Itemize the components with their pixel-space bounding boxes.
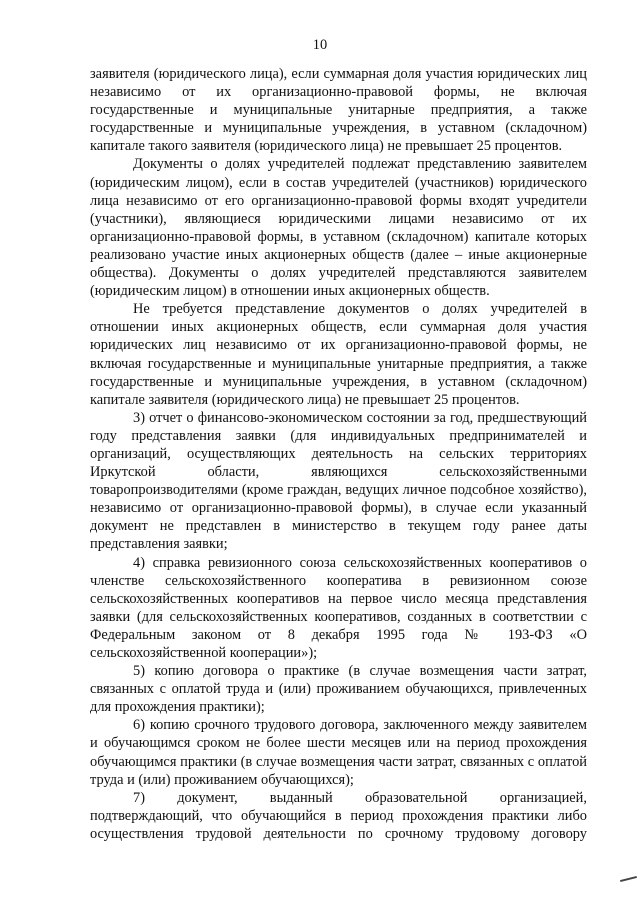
list-item-3-financial-report: 3) отчет о финансово-экономическом состоянии за год, предшествующий году представления заявки (для индивидуальных предпринимателей и организаций, осуществляющих деятельность на сельских территориях Иркутской области, являющихся сельскохозяйственными товаропроизводителями (кроме граждан, ведущих личное подсобное хозяйство), независимо от организационно-правовой формы), в случае если указанный документ не представлен в министерство в текущем году ранее даты представления заявки; [90, 409, 587, 553]
body-text [90, 65, 587, 843]
paragraph-not-required: Не требуется представление документов о долях учредителей в отношении иных акционерных обществ, если суммарная доля участия юридических лиц независимо от их организационно-правовой формы, не включая государственные и муниципальные унитарные предприятия, а также государственные и муниципальные учреждения, в уставном (складочном) капитале заявителя (юридического лица) не превышает 25 процентов. [90, 301, 587, 408]
paragraph-continuation: заявителя (юридического лица), если суммарная доля участия юридических лиц независимо от их организационно-правовой формы, не включая государственные и муниципальные унитарные предприятия, а также государственные и муниципальные учреждения, в уставном (складочном) капитале такого заявителя (юридического лица) не превышает 25 процентов. [90, 66, 587, 155]
list-item-6-employment-contract: 6) копию срочного трудового договора, заключенного между заявителем и обучающимся сроком не более шести месяцев или на период прохождения обучающимся практики (в случае возмещения части затрат, связанных с оплатой труда и (или) проживанием обучающихся); [90, 717, 587, 788]
list-item-7-education-document: 7) документ, выданный образовательной организацией, подтверждающий, что обучающийся в период прохождения практики либо осуществления трудовой деятельности по срочному трудовому договору [90, 789, 587, 842]
scan-mark [620, 876, 637, 882]
list-item-4-audit-union-certificate: 4) справка ревизионного союза сельскохозяйственных кооперативов о членстве сельскохозяйственного кооператива в ревизионном союзе сельскохозяйственных кооперативов на первое число месяца представления заявки (для сельскохозяйственных кооперативов, созданных в соответствии с Федеральным законом от 8 декабря 1995 года № 193-ФЗ «О сельскохозяйственной кооперации»); [90, 554, 587, 661]
page-number: 10 [312, 37, 328, 53]
list-item-5-practice-contract: 5) копию договора о практике (в случае возмещения части затрат, связанных с оплатой труда и (или) проживанием обучающихся, привлеченных для прохождения практики); [90, 663, 587, 716]
paragraph-founders-shares: Документы о долях учредителей подлежат представлению заявителем (юридическим лицом), если в состав учредителей (участников) юридического лица независимо от его организационно-правовой формы входят учредители (участники), являющиеся юридическими лицами независимо от их организационно-правовой формы, в уставном (складочном) капитале которых реализовано участие иных акционерных обществ (далее – иные акционерные общества). Документы о долях учредителей представляются заявителем (юридическим лицом) в отношении иных акционерных обществ. [90, 156, 587, 300]
